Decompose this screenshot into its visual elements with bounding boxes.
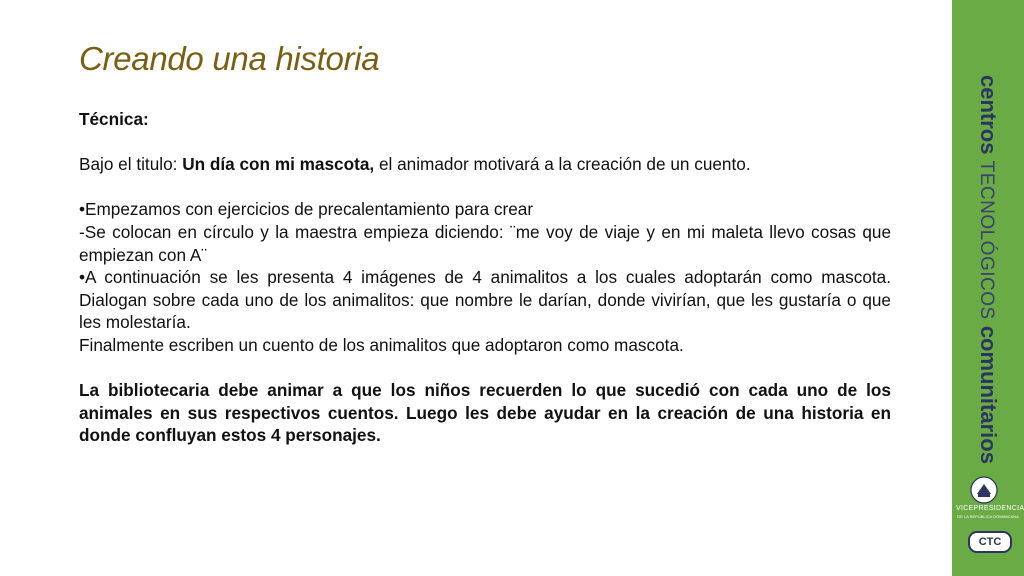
slide-body — [79, 108, 891, 447]
closing-paragraph: La bibliotecaria debe animar a que los niños recuerden lo que sucedió con cada uno de los animales en sus respectivos cuentos. Luego les debe ayudar en la creación de una historia en donde confluyan estos 4 personajes. — [79, 380, 891, 446]
vicepresidencia-label — [956, 505, 1024, 521]
brand-word-centros: centros — [976, 75, 1001, 155]
technique-heading: Técnica: — [79, 109, 149, 129]
intro-paragraph — [79, 153, 891, 176]
intro-bold: Un día con mi mascota, — [182, 154, 375, 175]
final-story-line: Finalmente escriben un cuento de los animalitos que adoptaron como mascota. — [79, 334, 684, 355]
ctc-logo: CTC — [968, 531, 1012, 553]
bullet-warmup: •Empezamos con ejercicios de precalentamiento para crear — [79, 199, 534, 220]
vice-title: VICEPRESIDENCIA — [956, 505, 1024, 512]
slide-title: Creando una historia — [79, 40, 380, 77]
vice-subtitle: DE LA REPÚBLICA DOMINICANA — [957, 514, 1019, 519]
coat-of-arms-icon — [970, 476, 998, 504]
circle-game-line: -Se colocan en círculo y la maestra empieza diciendo: ¨me voy de viaje y en mi maleta llevo cosas que empiezan con A¨ — [79, 221, 891, 265]
intro-suffix: el animador motivará a la creación de un cuento. — [374, 154, 751, 175]
intro-prefix: Bajo el titulo: — [79, 154, 183, 175]
brand-text — [975, 75, 1001, 464]
bullet-animals: •A continuación se les presenta 4 imágenes de 4 animalitos a los cuales adoptarán como mascota. Dialogan sobre cada uno de los animalitos: que nombre le darían, donde vivirían, que les gustaría o que les molestaría. — [79, 267, 891, 333]
brand-word-tecnologicos: TECNOLÓGICOS — [976, 160, 997, 320]
brand-word-comunitarios: comunitarios — [976, 325, 1001, 464]
